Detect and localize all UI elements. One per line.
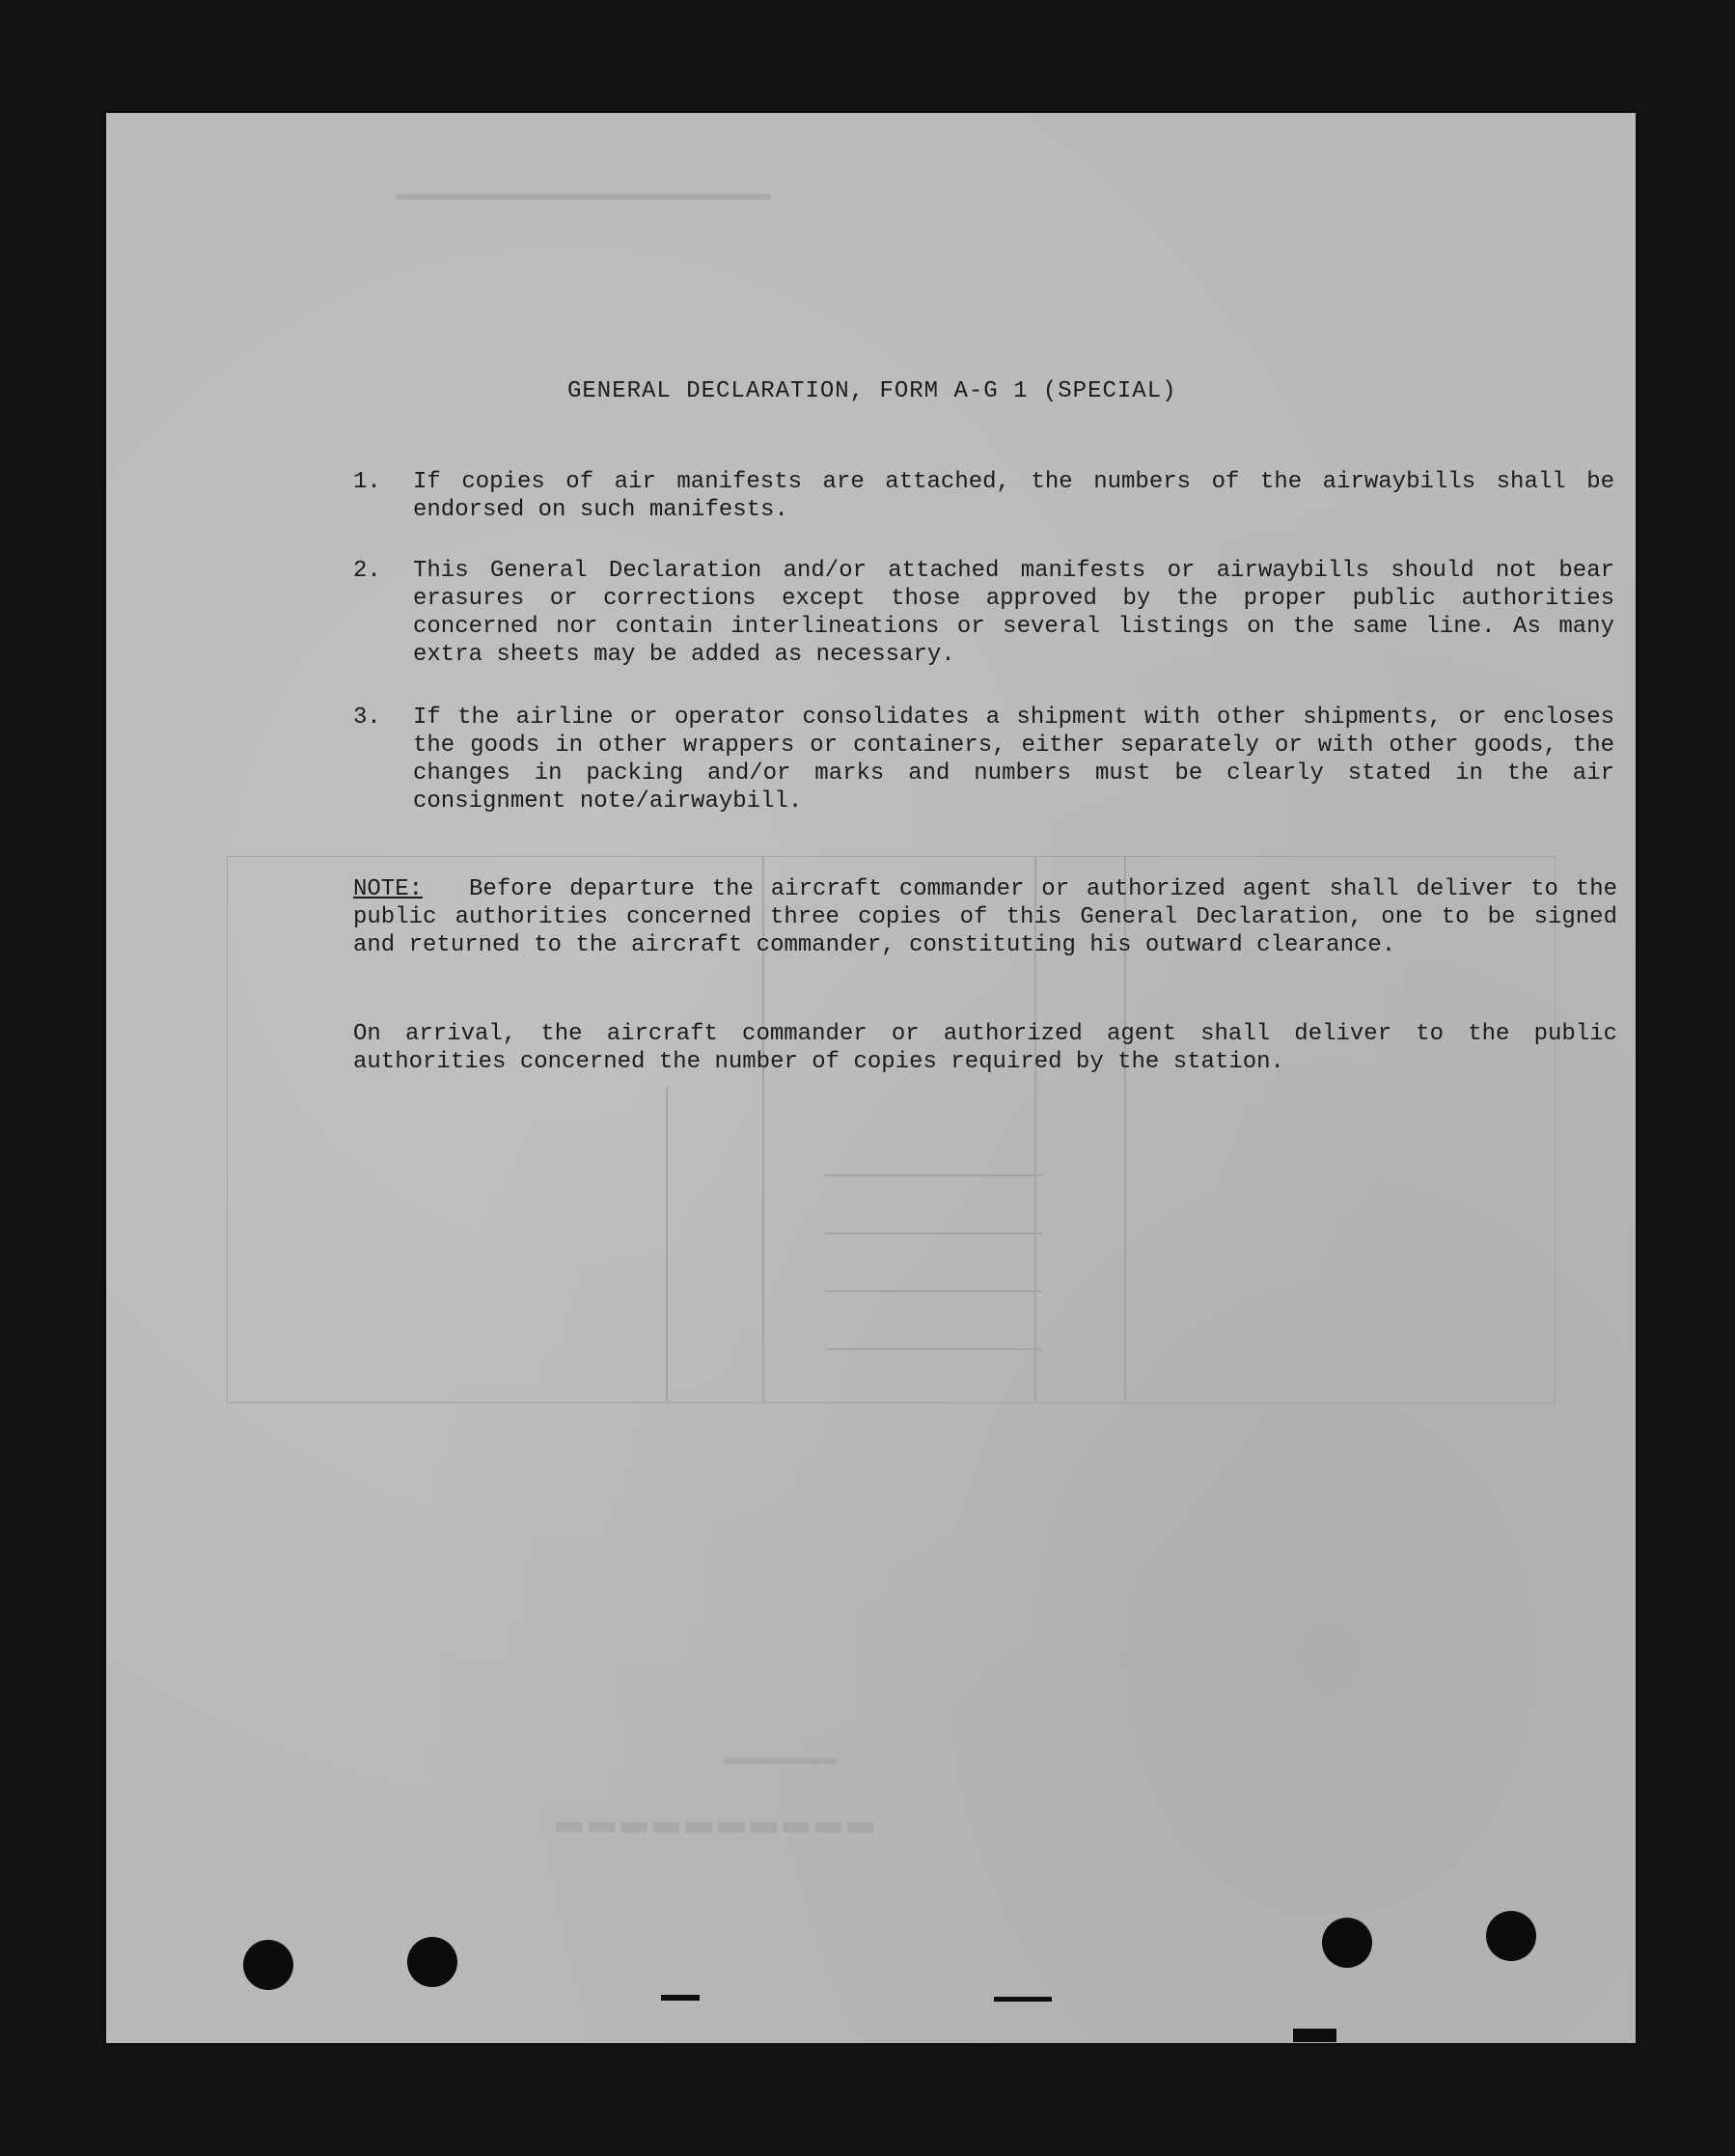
show-through-rule [825,1232,1042,1234]
instruction-item-3 [353,704,1617,819]
form-title: GENERAL DECLARATION, FORM A-G 1 (SPECIAL) [567,378,1177,404]
document-page [106,113,1636,2043]
item-text: If the airline or operator consolidates a shipment with other shipments, or encloses the goods in other wrappers or containers, either separately or with other goods, the changes in packing and/or marks and numbers must be clearly stated in the air consignment note/airwaybill. [413,705,1614,815]
film-speck [1293,2029,1336,2042]
film-speck [661,1995,700,2001]
note-text: Before departure the aircraft commander or authorized agent shall deliver to the public authorities concerned three copies of this General Declaration, one to be signed and returned to the aircraft commander, constituting his outward clearance. [353,876,1617,958]
item-number: 3. [353,705,381,731]
punch-hole [1322,1918,1372,1968]
arrival-paragraph: On arrival, the aircraft commander or authorized agent shall deliver to the public authorities concerned the number of copies required by the station. [353,1021,1617,1075]
show-through-rule [825,1348,1042,1350]
note-label: NOTE: [353,876,424,902]
show-through-rule [825,1175,1042,1176]
show-through-subtitle: ▬▬▬▬▬▬▬ [724,1744,838,1774]
item-number: 2. [353,558,381,584]
instruction-item-2 [353,557,1617,673]
punch-hole [407,1937,457,1987]
show-through-title: ▬▬▬▬▬▬▬▬▬▬ [550,1797,875,1847]
punch-hole [1486,1911,1536,1961]
item-text: This General Declaration and/or attached manifests or airwaybills should not bear erasures or corrections except those approved by the proper public authorities concerned nor contain interlineations or several listings on the same line. As many extra sheets may be added as necessary. [413,558,1614,668]
instruction-item-1 [353,468,1617,526]
item-text: If copies of air manifests are attached, the numbers of the airwaybills shall be endorsed on such manifests. [413,469,1614,523]
film-speck [994,1997,1052,2002]
show-through-rule [666,1088,668,1401]
punch-hole [243,1940,293,1990]
item-number: 1. [353,469,381,495]
show-through-rule [825,1290,1042,1292]
note-paragraph [353,875,1617,959]
show-through-header: ▬▬▬▬▬▬▬▬▬▬▬▬▬▬▬▬▬▬▬▬▬▬▬▬ [396,180,771,209]
